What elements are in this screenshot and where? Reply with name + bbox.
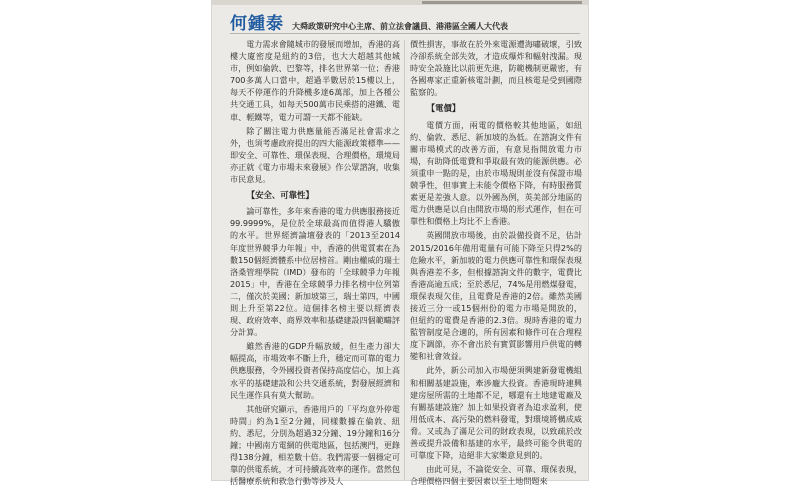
paragraph: 電價方面，兩電的價格較其他地區，如紐約、倫敦、悉尼、新加坡的為低。在諮詢文件有關市場模式的改善方面，有意見指開放電力市場，有助降低電費和爭取最有效的能源供應。必須重申一點的是，由於市場規則並沒有保證市場競爭性，但事實上未能令價格下降，有時服務質素更是差強人意。以外國為例，英美部分地區的電力供應是以自由開放市場的形式運作，但在可靠性和價格上均比不上香港。 (410, 119, 582, 227)
right-column (410, 38, 582, 489)
section-heading-price: 【電價】 (426, 103, 461, 114)
paragraph: 除了關注電力供應量能否滿足社會需求之外，也須考慮政府提出的四大能源政策標準——即安全、可靠性、環保表現、合理價格，環境局亦正就《電力市場未來發展》作公眾諮詢，收集市民意見。 (230, 125, 400, 185)
paragraph: 此外，新公司加入市場便須興建新發電機組和相關基建設施，牽涉龐大投資。香港現時連興建房屋所需的土地都不足，哪還有土地建電廠及有關基建設施？加上如果投資者為追求盈利，使用低成本、高污染的燃料發電，對環境將構成威脅。又或為了滿足公司的財政表現，以致疏於改善或提升設備和基建的水平，最終可能令供電的可靠度下降，這絕非大家樂意見到的。 (410, 365, 582, 461)
left-column (230, 38, 400, 489)
byline (230, 9, 580, 34)
author-name: 何鍾泰 (230, 14, 284, 34)
paragraph: 其他研究顯示，香港用戶的「平均意外停電時間」約為1至2分鐘，同樣數據在倫敦、紐約、悉尼，分別為超過32分鐘、19分鐘和16分鐘；中國南方電網的供電地區，包括澳門，更錄得138分鐘，相差數十倍。我們需要一個穩定可靠的供電系統，才可持續高效率的運作。當然包括醫療系統和救急行動等涉及人 (230, 403, 400, 487)
section-heading-safety: 【安全、可靠性】 (246, 190, 314, 201)
paragraph: 論可靠性，多年來香港的電力供應服務接近99.9999%，是位於全球最高而值得港人驕傲的水平。世界經濟論壇發表的「2013至2014年度世界競爭力年報」中，香港的供電質素在為數150個經濟體系中位居榜首。剛由權威的瑞士洛桑管理學院（IMD）發布的「全球競爭力年報2015」中，香港在全球競爭力排名榜中位列第二，僅次於美國；新加坡第三，瑞士第四，中國則上升至第22位。這個排名榜主要以經濟表現、政府效率、商界效率和基礎建設四個範疇評分計算。 (230, 206, 400, 338)
paragraph: 由此可見，不論從安全、可靠、環保表現，合理價格四個主要因素以至土地問題來 (410, 464, 582, 487)
newspaper-clipping (212, 0, 588, 487)
author-titles: 大舜政策研究中心主席、前立法會議員、港港區全國人大代表 (292, 22, 508, 31)
top-rule (212, 0, 588, 5)
paragraph: 電力需求會隨城市的發展而增加，香港的高樓大廈密度是紐約的3倍，也大大超越其他城市，例如倫敦、巴黎等，排名世界第一位；香港700多萬人口當中，超過半數居於15樓以上，每天不停運作的升降機多達6萬部，加上各種公共交通工具，如每天500萬市民乘搭的港鐵、電車、輕鐵等，電力可謂一天都不能缺。 (230, 39, 400, 122)
paragraph: 雖然香港的GDP升幅放緩，但生產力卻大幅提高，市場效率不斷上升，穩定而可靠的電力供應服務，令外國投資者保持高度信心，加上高水平的基礎建設和公共交通系統，對發展經濟和民生運作具有莫大幫助。 (230, 341, 400, 400)
paragraph: 價性損害，事故在於外來電源遭海嘯破壞，引致冷卻系統全部失效，才造成爆炸和輻射洩漏。現時安全設施比以前更先進，防範機制更嚴密，有各國專家正重新核電計劃，而且核電是受到國際監察的。 (410, 39, 582, 98)
column-divider (404, 40, 405, 480)
paragraph: 英國開放市場後，由於設備投資不足，估計2015/2016年備用電量有可能下降至只得2%的危險水平，新加坡的電力供應可靠性和環保表現與香港差不多，但根據諮詢文件的數字，電費比香港高逾五成；至於悉尼，74%是用燃煤發電，環保表現欠佳，且電費是香港的2倍。雖然美國接近三分一或15個州份的電力市場是開放的，但紐約的電費是香港的2.3倍。現時香港的電力監管制度是合適的，所有因素和條件可在合理程度下調節，亦不會出於有實質影響用戶供電的轉變和社會效益。 (410, 230, 582, 362)
